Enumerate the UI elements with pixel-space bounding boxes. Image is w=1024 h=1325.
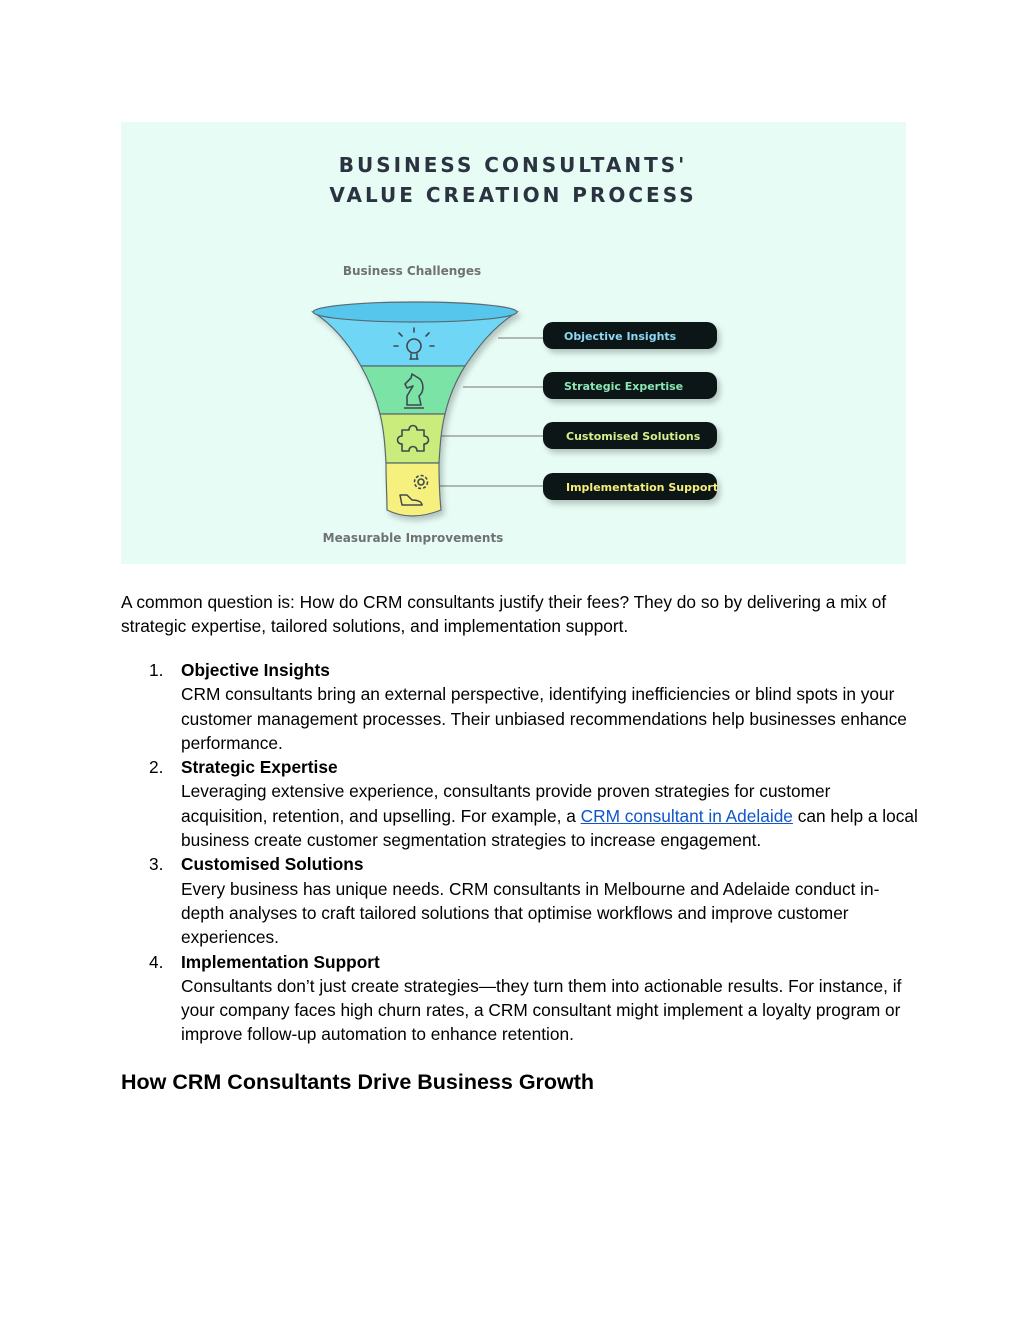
intro-paragraph: A common question is: How do CRM consultants justify their fees? They do so by delivering a mix of strategic expertise, tailored solutions, and implementation support. — [121, 592, 887, 637]
list-item — [121, 852, 921, 949]
figure-title-line-2: VALUE CREATION PROCESS — [329, 183, 697, 207]
list-item-body: CRM consultants bring an external perspective, identifying inefficiencies or blind spots in your customer management processes. Their unbiased recommendations help businesses enhance performance. — [181, 684, 907, 753]
list-item-title: Customised Solutions — [181, 854, 364, 875]
funnel-top-rim — [313, 302, 517, 322]
list-item-body-start: Leveraging extensive experience, consultants provide proven strategies for customer acquisition, retention, and upselling. For example, a — [181, 781, 831, 826]
list-item — [121, 950, 921, 1047]
list-item-title: Implementation Support — [181, 951, 380, 972]
stage-label-customised-solutions: Customised Solutions — [566, 430, 701, 443]
value-list — [121, 658, 921, 1047]
crm-consultant-adelaide-link[interactable]: CRM consultant in Adelaide — [580, 805, 793, 826]
funnel-band-implementation-support — [386, 463, 441, 516]
funnel-bottom-label: Measurable Improvements — [322, 531, 504, 545]
list-item — [121, 755, 921, 852]
value-creation-funnel-figure — [121, 122, 906, 564]
figure-title-line-1: BUSINESS CONSULTANTS' — [338, 153, 688, 177]
funnel-band-strategic-expertise — [361, 366, 465, 414]
list-item-title: Strategic Expertise — [181, 757, 338, 778]
list-number: 4. — [149, 951, 164, 972]
stage-label-implementation-support: Implementation Support — [566, 481, 719, 494]
list-number: 2. — [149, 757, 164, 778]
list-item-body-end: can help a local business create customer segmentation strategies to increase engagement. — [181, 805, 918, 851]
list-item-title: Objective Insights — [181, 660, 330, 680]
list-number: 1. — [149, 660, 164, 680]
list-item-body: Every business has unique needs. CRM consultants in Melbourne and Adelaide conduct in-depth analyses to craft tailored solutions that optimise workflows and improve customer experiences. — [181, 878, 880, 948]
funnel-top-label: Business Challenges — [342, 264, 482, 278]
list-number: 3. — [149, 854, 164, 875]
stage-label-objective-insights: Objective Insights — [564, 330, 677, 343]
section-heading: How CRM Consultants Drive Business Growth — [121, 1070, 595, 1094]
stage-label-strategic-expertise: Strategic Expertise — [564, 380, 684, 393]
list-item — [121, 658, 921, 755]
list-item-body: Consultants don’t just create strategies—they turn them into actionable results. For instance, if your company faces high churn rates, a CRM consultant might implement a loyalty program or improve follow-up automation to enhance retention. — [181, 975, 902, 1045]
funnel-band-customised-solutions — [380, 414, 445, 463]
